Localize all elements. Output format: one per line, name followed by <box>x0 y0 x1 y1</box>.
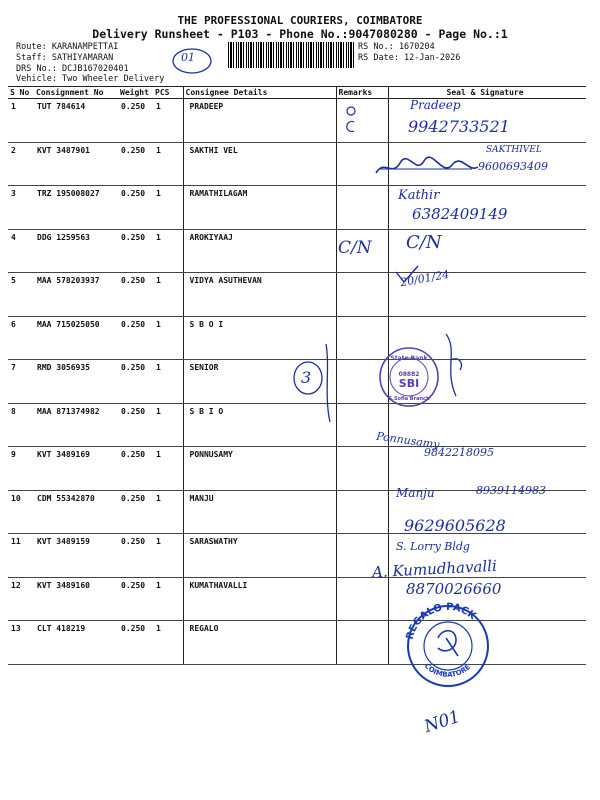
row-weight: 0.250 <box>118 229 153 273</box>
row-consignee: VIDYA ASUTHEVAN <box>183 273 336 317</box>
row9-phone: 9842218095 <box>424 446 494 459</box>
row-weight: 0.250 <box>118 142 153 186</box>
row-consignment-no: TUT 784614 <box>34 99 118 143</box>
table-row <box>8 273 586 317</box>
row12-phone: 8870026660 <box>406 580 502 598</box>
col-remarks: Remarks <box>336 87 388 99</box>
table-row <box>8 621 586 665</box>
row-consignment-no: KVT 3487901 <box>34 142 118 186</box>
row3-phone: 6382409149 <box>412 205 508 223</box>
row-pcs: 1 <box>153 316 183 360</box>
row-weight: 0.250 <box>118 577 153 621</box>
col-pcs: PCS <box>153 87 183 99</box>
row-consignee: SENIOR <box>183 360 336 404</box>
row-consignment-no: KVT 3489160 <box>34 577 118 621</box>
row-consignment-no: CDM 55342870 <box>34 490 118 534</box>
sbi-stamp-top: State Bank <box>390 355 428 362</box>
row2-name-handwriting: SAKTHIVEL <box>486 145 542 155</box>
row12-signature: A. Kumudhavalli <box>371 556 498 582</box>
sbi-stamp-bottom: S.Sofia Branch <box>388 396 430 402</box>
row-remarks <box>336 490 388 534</box>
row2-phone: 9600693409 <box>478 160 548 173</box>
row-consignment-no: KVT 3489169 <box>34 447 118 491</box>
row-pcs: 1 <box>153 142 183 186</box>
row4-remark: C/N <box>338 238 372 258</box>
row-sno: 7 <box>8 360 34 404</box>
row-consignee: S B I O <box>183 403 336 447</box>
table-row <box>8 534 586 578</box>
row-sno: 3 <box>8 186 34 230</box>
table-row <box>8 229 586 273</box>
table-header <box>8 87 586 99</box>
row-consignment-no: MAA 578203937 <box>34 273 118 317</box>
row-weight: 0.250 <box>118 273 153 317</box>
row-consignment-no: CLT 418219 <box>34 621 118 665</box>
row-consignee: RAMATHILAGAM <box>183 186 336 230</box>
row1-remark-marks <box>344 104 358 134</box>
row-consignment-no: RMD 3056935 <box>34 360 118 404</box>
regalo-stamp-top: REGALO PACK <box>404 601 478 641</box>
row-consignee: AROKIYAAJ <box>183 229 336 273</box>
col-weight: Weight <box>118 87 153 99</box>
row-pcs: 1 <box>153 360 183 404</box>
barcode <box>228 42 354 68</box>
row11-signature: S. Lorry Bldg <box>396 540 470 553</box>
row-consignment-no: MAA 715025050 <box>34 316 118 360</box>
row-consignment-no: TRZ 195008027 <box>34 186 118 230</box>
row-sno: 4 <box>8 229 34 273</box>
row-sno: 10 <box>8 490 34 534</box>
row-consignee: S B O I <box>183 316 336 360</box>
row-pcs: 1 <box>153 99 183 143</box>
row4-signature: C/N <box>406 232 442 253</box>
row-sno: 9 <box>8 447 34 491</box>
footer-handwritten-mark: N01 <box>421 706 463 738</box>
row5-date-handwriting: 20/01/24 <box>399 267 451 290</box>
sbi-stamp-logo: SBI <box>398 377 420 390</box>
row-pcs: 1 <box>153 490 183 534</box>
col-consignee: Consignee Details <box>183 87 336 99</box>
row-pcs: 1 <box>153 186 183 230</box>
row-consignee: SAKTHI VEL <box>183 142 336 186</box>
row7-circled-number <box>290 336 350 426</box>
row-remarks <box>336 273 388 317</box>
company-title: THE PROFESSIONAL COURIERS, COIMBATORE <box>177 14 423 27</box>
row-remarks <box>336 186 388 230</box>
row-remarks <box>336 447 388 491</box>
row3-signature: Kathir <box>398 188 440 203</box>
row-pcs: 1 <box>153 534 183 578</box>
row-weight: 0.250 <box>118 99 153 143</box>
row-consignee: PONNUSAMY <box>183 447 336 491</box>
row-consignment-no: DDG 1259563 <box>34 229 118 273</box>
row-consignee: REGALO <box>183 621 336 665</box>
row10-phone: 8939114983 <box>476 484 546 497</box>
regalo-stamp-bottom: COIMBATORE <box>422 661 473 679</box>
row1-phone: 9942733521 <box>408 117 510 136</box>
sbi-stamp-code: 08882 <box>398 371 420 378</box>
row-sno: 12 <box>8 577 34 621</box>
row-sno: 11 <box>8 534 34 578</box>
drs-number: DRS No.: DCJB167020401 <box>16 64 129 74</box>
regalo-pack-stamp <box>398 598 498 688</box>
row-pcs: 1 <box>153 229 183 273</box>
row-weight: 0.250 <box>118 360 153 404</box>
row-remarks <box>336 577 388 621</box>
row-weight: 0.250 <box>118 186 153 230</box>
row-pcs: 1 <box>153 273 183 317</box>
staff-label: Staff: SATHIYAMARAN <box>16 53 114 63</box>
row-sno: 5 <box>8 273 34 317</box>
row-remarks <box>336 621 388 665</box>
route-label: Route: KARANAMPETTAI <box>16 42 119 52</box>
row-weight: 0.250 <box>118 621 153 665</box>
vehicle-label: Vehicle: Two Wheeler Delivery <box>16 74 165 84</box>
row-sno: 1 <box>8 99 34 143</box>
row9-signature: Ponnusamy <box>375 429 441 452</box>
row-consignment-no: MAA 871374982 <box>34 403 118 447</box>
row1-signature: Pradeep <box>410 98 461 112</box>
row-consignee: KUMATHAVALLI <box>183 577 336 621</box>
runsheet-subtitle: Delivery Runsheet - P103 - Phone No.:9047080280 - Page No.:1 <box>92 27 508 41</box>
row-consignee: MANJU <box>183 490 336 534</box>
row-pcs: 1 <box>153 621 183 665</box>
row-weight: 0.250 <box>118 447 153 491</box>
row-sno: 6 <box>8 316 34 360</box>
row-weight: 0.250 <box>118 490 153 534</box>
page-mark-handwriting: 01 <box>181 51 195 64</box>
row-weight: 0.250 <box>118 534 153 578</box>
col-sno: S No <box>8 87 34 99</box>
row-weight: 0.250 <box>118 403 153 447</box>
row-consignment-no: KVT 3489159 <box>34 534 118 578</box>
row-pcs: 1 <box>153 447 183 491</box>
row2-scribble-signature <box>372 155 482 181</box>
row10-signature: Manju <box>396 486 435 500</box>
row7-mark: 3 <box>301 368 312 387</box>
row-sno: 13 <box>8 621 34 665</box>
rs-date: RS Date: 12-Jan-2026 <box>358 53 461 63</box>
row11-phone: 9629605628 <box>404 516 506 535</box>
row-weight: 0.250 <box>118 316 153 360</box>
row-sno: 2 <box>8 142 34 186</box>
col-seal: Seal & Signature <box>388 87 586 99</box>
col-consignment: Consignment No <box>34 87 118 99</box>
row-pcs: 1 <box>153 403 183 447</box>
sbi-stamp <box>378 346 440 408</box>
row-sno: 8 <box>8 403 34 447</box>
row-consignee: PRADEEP <box>183 99 336 143</box>
rs-number: RS No.: 1670204 <box>358 42 435 52</box>
row-consignee: SARASWATHY <box>183 534 336 578</box>
row7-signature-stroke <box>440 330 470 400</box>
row-pcs: 1 <box>153 577 183 621</box>
